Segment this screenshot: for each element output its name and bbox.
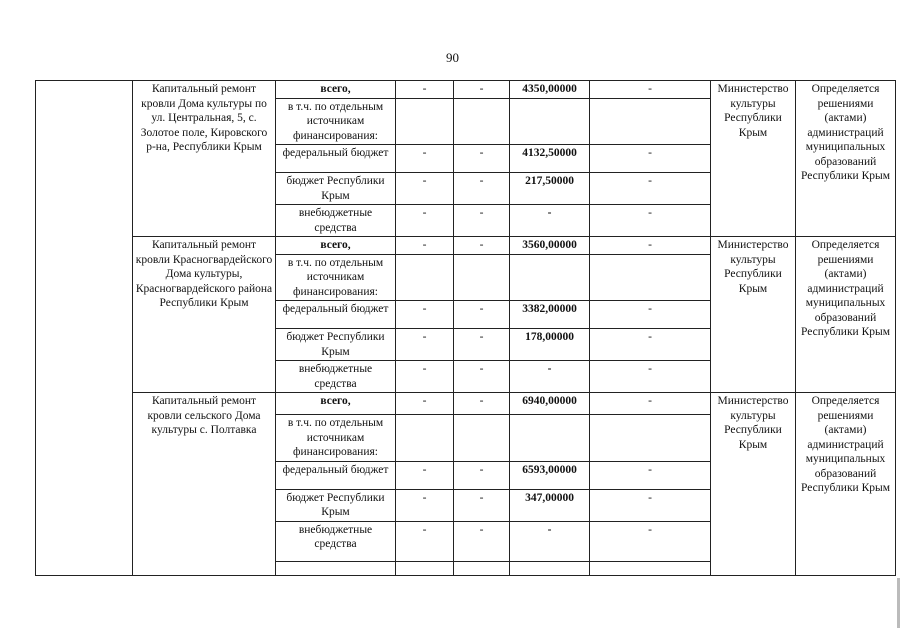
dash-cell: - xyxy=(396,205,454,237)
dash-cell: - xyxy=(396,173,454,205)
federal-label: федеральный бюджет xyxy=(276,461,396,489)
total-value: 6940,00000 xyxy=(510,393,590,415)
dash-cell: - xyxy=(396,489,454,521)
scan-edge-mark xyxy=(897,578,900,628)
dash-cell: - xyxy=(454,489,510,521)
executor: Министерство культуры Республики Крым xyxy=(711,237,796,393)
dash-cell: - xyxy=(590,489,711,521)
dash-cell: - xyxy=(590,393,711,415)
republic-label: бюджет Республики Крым xyxy=(276,329,396,361)
funding-source: Определяется решениями (актами) администраций муниципальных образований Республики Крым xyxy=(796,81,896,237)
republic-value: 347,00000 xyxy=(510,489,590,521)
dash-cell: - xyxy=(454,237,510,255)
executor: Министерство культуры Республики Крым xyxy=(711,393,796,576)
dash-cell: - xyxy=(396,81,454,99)
dash-cell: - xyxy=(454,329,510,361)
dash-cell: - xyxy=(454,521,510,561)
dash-cell: - xyxy=(396,461,454,489)
federal-label: федеральный бюджет xyxy=(276,301,396,329)
executor: Министерство культуры Республики Крым xyxy=(711,81,796,237)
dash-cell: - xyxy=(396,393,454,415)
funding-source: Определяется решениями (актами) администраций муниципальных образований Республики Крым xyxy=(796,237,896,393)
dash-cell: - xyxy=(454,301,510,329)
budget-table xyxy=(35,80,896,576)
extra-value: - xyxy=(510,205,590,237)
extra-label: внебюджетные средства xyxy=(276,205,396,237)
dash-cell: - xyxy=(590,145,711,173)
dash-cell: - xyxy=(454,81,510,99)
dash-cell: - xyxy=(590,205,711,237)
federal-value: 6593,00000 xyxy=(510,461,590,489)
project-name: Капитальный ремонт кровли Красногвардейского Дома культуры, Красногвардейского района Республики Крым xyxy=(133,237,276,393)
dash-cell: - xyxy=(590,301,711,329)
dash-cell: - xyxy=(396,145,454,173)
dash-cell: - xyxy=(396,237,454,255)
republic-value: 217,50000 xyxy=(510,173,590,205)
dash-cell: - xyxy=(454,173,510,205)
dash-cell: - xyxy=(454,393,510,415)
dash-cell: - xyxy=(590,81,711,99)
dash-cell: - xyxy=(590,461,711,489)
blank-column xyxy=(36,81,133,576)
extra-value: - xyxy=(510,521,590,561)
funding-source: Определяется решениями (актами) администраций муниципальных образований Республики Крым xyxy=(796,393,896,576)
federal-label: федеральный бюджет xyxy=(276,145,396,173)
dash-cell: - xyxy=(396,361,454,393)
table-row xyxy=(36,81,896,99)
dash-cell: - xyxy=(454,145,510,173)
extra-label: внебюджетные средства xyxy=(276,361,396,393)
project-name: Капитальный ремонт кровли сельского Дома культуры с. Полтавка xyxy=(133,393,276,576)
dash-cell: - xyxy=(396,521,454,561)
including-label: в т.ч. по отдельным источникам финансирования: xyxy=(276,415,396,462)
page-number: 90 xyxy=(446,50,459,65)
table-row xyxy=(36,393,896,415)
total-label: всего, xyxy=(276,81,396,99)
dash-cell: - xyxy=(590,521,711,561)
dash-cell: - xyxy=(454,205,510,237)
table-row xyxy=(36,237,896,255)
dash-cell: - xyxy=(396,301,454,329)
dash-cell: - xyxy=(454,461,510,489)
federal-value: 3382,00000 xyxy=(510,301,590,329)
republic-value: 178,00000 xyxy=(510,329,590,361)
dash-cell: - xyxy=(590,173,711,205)
including-label: в т.ч. по отдельным источникам финансирования: xyxy=(276,98,396,145)
dash-cell: - xyxy=(396,329,454,361)
dash-cell: - xyxy=(590,329,711,361)
extra-value: - xyxy=(510,361,590,393)
republic-label: бюджет Республики Крым xyxy=(276,173,396,205)
project-name: Капитальный ремонт кровли Дома культуры по ул. Центральная, 5, с. Золотое поле, Кировского р-на, Республики Крым xyxy=(133,81,276,237)
total-value: 4350,00000 xyxy=(510,81,590,99)
dash-cell: - xyxy=(590,361,711,393)
total-label: всего, xyxy=(276,393,396,415)
federal-value: 4132,50000 xyxy=(510,145,590,173)
dash-cell: - xyxy=(590,237,711,255)
total-label: всего, xyxy=(276,237,396,255)
extra-label: внебюджетные средства xyxy=(276,521,396,561)
including-label: в т.ч. по отдельным источникам финансирования: xyxy=(276,254,396,301)
total-value: 3560,00000 xyxy=(510,237,590,255)
republic-label: бюджет Республики Крым xyxy=(276,489,396,521)
dash-cell: - xyxy=(454,361,510,393)
